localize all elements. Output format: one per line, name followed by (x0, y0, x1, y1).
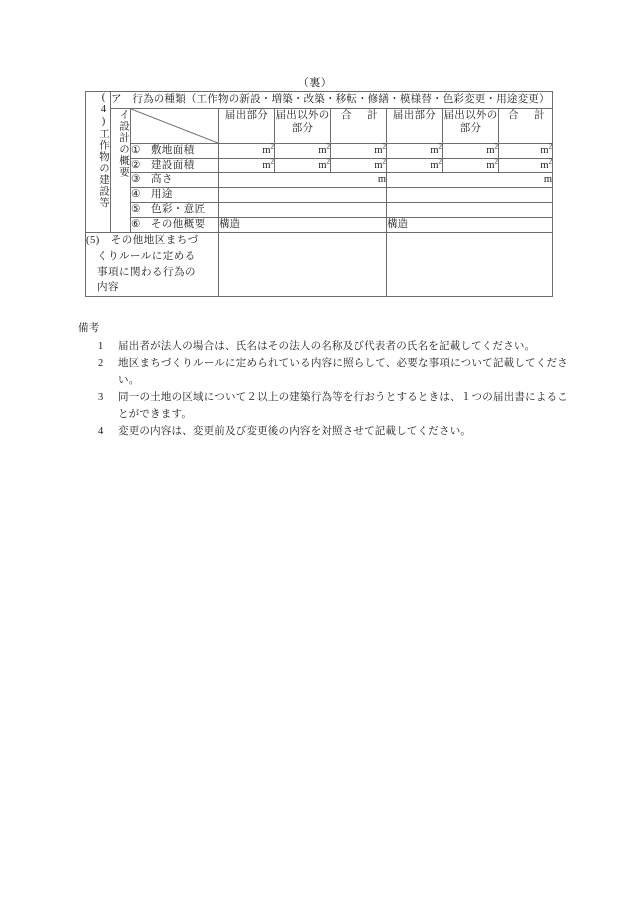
unit-exponent: 2 (382, 157, 386, 166)
unit-exponent: 2 (438, 157, 442, 166)
unit-exponent: 2 (548, 157, 553, 166)
input-building-area-declared-2[interactable] (387, 158, 443, 173)
construction-declaration-table (85, 91, 553, 297)
input-use-left[interactable] (219, 188, 387, 203)
row-text-4: 用途 (151, 189, 173, 201)
section5-label-line2: くりルールに定める (97, 250, 196, 262)
table-row-other-outline (86, 218, 553, 233)
unit-exponent: 2 (438, 142, 442, 151)
remarks-note (78, 389, 568, 423)
unit-m: m (486, 144, 495, 156)
input-section5-left[interactable] (219, 233, 387, 297)
section4-vertical-label: (4)工作物の建設等 (86, 92, 111, 233)
row-text-5: 色彩・意匠 (151, 204, 206, 216)
table-row-column-headers (86, 108, 553, 143)
input-site-area-total-1[interactable] (331, 143, 387, 158)
row-number-2: ② (131, 159, 141, 171)
input-color-design-right[interactable] (387, 203, 553, 218)
note-text: 地区まちづくりルールに定められている内容に照らして、必要な事項について記載してください。 (118, 358, 568, 386)
remarks-section (78, 320, 568, 440)
table-row-section5 (86, 233, 553, 297)
row-number-6: ⑥ (131, 219, 141, 231)
remarks-note (78, 355, 568, 389)
section4-design-outline-label: イ設計の概要 (111, 108, 131, 232)
row-text-1: 敷地面積 (151, 144, 195, 156)
note-text: 変更の内容は、変更前及び変更後の内容を対照させて記載してください。 (118, 426, 472, 437)
column-header-declared-2: 届出部分 (387, 108, 443, 143)
unit-exponent: 2 (270, 157, 274, 166)
column-header-other-2: 届出以外の部分 (443, 108, 499, 143)
row-number-4: ④ (131, 189, 141, 201)
unit-m: m (262, 159, 271, 171)
remarks-note (78, 338, 568, 355)
unit-m: m (318, 144, 327, 156)
unit-exponent: 2 (494, 142, 498, 151)
note-number: 2 (98, 358, 104, 369)
unit-exponent: 2 (326, 142, 330, 151)
unit-m: m (374, 144, 383, 156)
table-row-kind-of-act (86, 92, 553, 109)
input-use-right[interactable] (387, 188, 553, 203)
unit-m: m (430, 144, 439, 156)
section5-label (86, 233, 219, 297)
section5-label-line3: 事項に関わる行為の (97, 266, 196, 278)
note-number: 4 (98, 426, 104, 437)
input-site-area-other-1[interactable] (275, 143, 331, 158)
row-label-use (131, 188, 219, 203)
unit-m: m (540, 144, 549, 156)
row-label-other-outline (131, 218, 219, 233)
row-label-site-area (131, 143, 219, 158)
table-row-use (86, 188, 553, 203)
remarks-title: 備考 (78, 323, 100, 334)
diagonal-divider-icon (131, 109, 218, 143)
input-site-area-total-2[interactable] (499, 143, 553, 158)
unit-m: m (486, 159, 495, 171)
unit-exponent: 2 (548, 142, 553, 151)
row-text-3: 高さ (151, 174, 173, 186)
input-structure-left[interactable]: 構造 (219, 218, 387, 233)
input-height-left[interactable] (219, 173, 387, 188)
row-label-height (131, 173, 219, 188)
row-number-3: ③ (131, 174, 141, 186)
input-section5-right[interactable] (387, 233, 553, 297)
unit-m: m (540, 159, 549, 171)
column-header-total-2: 合 計 (499, 108, 553, 143)
row-label-color-design (131, 203, 219, 218)
row-text-6: その他概要 (151, 219, 206, 231)
column-header-total-1: 合 計 (331, 108, 387, 143)
input-building-area-total-1[interactable] (331, 158, 387, 173)
unit-m: m (262, 144, 271, 156)
input-building-area-other-1[interactable] (275, 158, 331, 173)
input-site-area-declared-2[interactable] (387, 143, 443, 158)
input-color-design-left[interactable] (219, 203, 387, 218)
table-row-height (86, 173, 553, 188)
diagonal-header-cell (131, 108, 219, 143)
row-text-2: 建設面積 (151, 159, 195, 171)
note-number: 3 (98, 392, 104, 403)
table-row-site-area (86, 143, 553, 158)
unit-m: m (318, 159, 327, 171)
unit-exponent: 2 (382, 142, 386, 151)
input-height-right[interactable] (387, 173, 553, 188)
table-row-building-area (86, 158, 553, 173)
unit-m: m (374, 159, 383, 171)
note-text: 届出者が法人の場合は、氏名はその法人の名称及び代表者の氏名を記載してください。 (118, 341, 536, 352)
input-building-area-other-2[interactable] (443, 158, 499, 173)
input-building-area-total-2[interactable] (499, 158, 553, 173)
input-structure-right[interactable]: 構造 (387, 218, 553, 233)
row-number-5: ⑤ (131, 204, 141, 216)
column-header-other-1: 届出以外の部分 (275, 108, 331, 143)
unit-m: m (377, 174, 386, 186)
input-building-area-declared-1[interactable] (219, 158, 275, 173)
note-number: 1 (98, 341, 104, 352)
input-site-area-declared-1[interactable] (219, 143, 275, 158)
note-text: 同一の土地の区域について２以上の建築行為等を行おうとするときは、１つの届出書によることができます。 (118, 392, 568, 420)
kind-of-act-text: ア 行為の種類（工作物の新設・増築・改築・移転・修繕・模様替・色彩変更・用途変更） (111, 92, 553, 109)
unit-exponent: 2 (494, 157, 498, 166)
page-side-mark: （裏） (297, 77, 333, 89)
unit-exponent: 2 (270, 142, 274, 151)
unit-m: m (430, 159, 439, 171)
unit-m: m (543, 174, 553, 186)
remarks-note (78, 423, 568, 440)
input-site-area-other-2[interactable] (443, 143, 499, 158)
section5-label-line1: (5) その他地区まちづ (86, 235, 199, 247)
column-header-declared-1: 届出部分 (219, 108, 275, 143)
row-number-1: ① (131, 144, 141, 156)
unit-exponent: 2 (326, 157, 330, 166)
table-row-color-design (86, 203, 553, 218)
section5-label-line4: 内容 (97, 282, 119, 294)
row-label-building-area (131, 158, 219, 173)
